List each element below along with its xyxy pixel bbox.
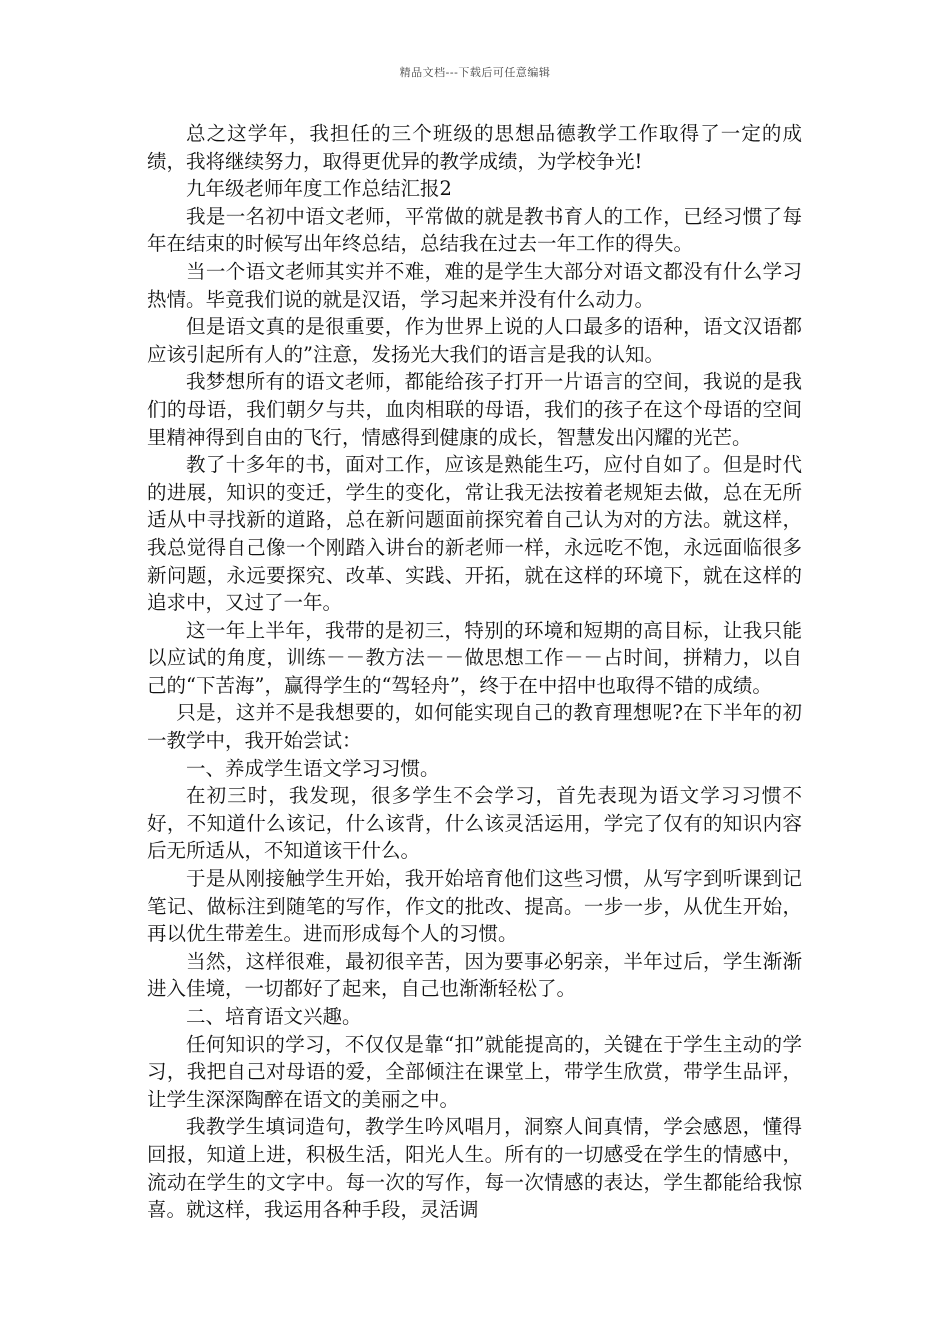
- paragraph-experience: 教了十多年的书，面对工作，应该是熟能生巧，应付自如了。但是时代的进展，知识的变迁，学生的变化，常让我无法按着老规矩去做，总在无所适从中寻找新的道路，总在新问题面前探究着自己认为对的方法。就这样，我总觉得自己像一个刚踏入讲台的新老师一样，永远吃不饱，永远面临很多新问题，永远要探究、改革、实践、开拓，就在这样的环境下，就在这样的追求中，又过了一年。: [147, 453, 802, 615]
- subheading-habits: 一、养成学生语文学习习惯。: [186, 756, 440, 780]
- document-body: [147, 120, 802, 1224]
- paragraph-interest: 任何知识的学习，不仅仅是靠“扣”就能提高的，关键在于学生主动的学习，我把自己对母语的爱，全部倾注在课堂上，带学生欣赏，带学生品评，让学生深深陶醉在语文的美丽之中。: [147, 1032, 802, 1111]
- paragraph-teaching: 我教学生填词造句，教学生吟风唱月，洞察人间真情，学会感恩，懂得回报，知道上进，积极生活，阳光人生。所有的一切感受在学生的情感中，流动在学生的文字中。每一次的写作，每一次情感的表达，学生都能给我惊喜。就这样，我运用各种手段，灵活调: [147, 1115, 802, 1222]
- paragraph-habits-method: 于是从刚接触学生开始，我开始培育他们这些习惯，从写字到听课到记笔记、做标注到随笔的写作，作文的批改、提高。一步一步，从优生开始，再以优生带差生。进而形成每个人的习惯。: [147, 867, 802, 946]
- paragraph-attempt: 只是，这并不是我想要的，如何能实现自己的教育理想呢?在下半年的初一教学中，我开始尝试：: [147, 701, 802, 753]
- subheading-interest: 二、培育语文兴趣。: [186, 1005, 362, 1028]
- section-title: 九年级老师年度工作总结汇报2: [186, 177, 452, 201]
- paragraph-dream: 我梦想所有的语文老师，都能给孩子打开一片语言的空间，我说的是我们的母语，我们朝夕与共，血肉相联的母语，我们的孩子在这个母语的空间里精神得到自由的飞行，情感得到健康的成长，智慧发出闪耀的光芒。: [147, 370, 802, 449]
- paragraph-conclusion: 总之这学年，我担任的三个班级的思想品德教学工作取得了一定的成绩，我将继续努力，取得更优异的教学成绩，为学校争光!: [147, 122, 802, 173]
- page-header: 精品文档---下载后可任意编辑: [399, 66, 551, 79]
- paragraph-intro: 我是一名初中语文老师，平常做的就是教书育人的工作，已经习惯了每年在结束的时候写出年终总结，总结我在过去一年工作的得失。: [147, 204, 802, 256]
- paragraph-first-half: 这一年上半年，我带的是初三，特别的环境和短期的高目标，让我只能以应试的角度，训练－－教方法－－做思想工作－－占时间，拼精力，以自己的“下苦海”，赢得学生的“驾轻舟”，终于在中招中也取得不错的成绩。: [147, 618, 802, 697]
- paragraph-habits-result: 当然，这样很难，最初很辛苦，因为要事必躬亲，半年过后，学生渐渐进入佳境，一切都好了起来，自己也渐渐轻松了。: [147, 949, 802, 1001]
- paragraph-difficulty: 当一个语文老师其实并不难，难的是学生大部分对语文都没有什么学习热情。毕竟我们说的就是汉语，学习起来并没有什么动力。: [147, 259, 802, 311]
- paragraph-importance: 但是语文真的是很重要，作为世界上说的人口最多的语种，语文汉语都应该引起所有人的”注意，发扬光大我们的语言是我的认知。: [147, 315, 802, 366]
- paragraph-habits-problem: 在初三时，我发现，很多学生不会学习，首先表现为语文学习习惯不好，不知道什么该记，什么该背，什么该灵活运用，学完了仅有的知识内容后无所适从，不知道该干什么。: [147, 784, 802, 863]
